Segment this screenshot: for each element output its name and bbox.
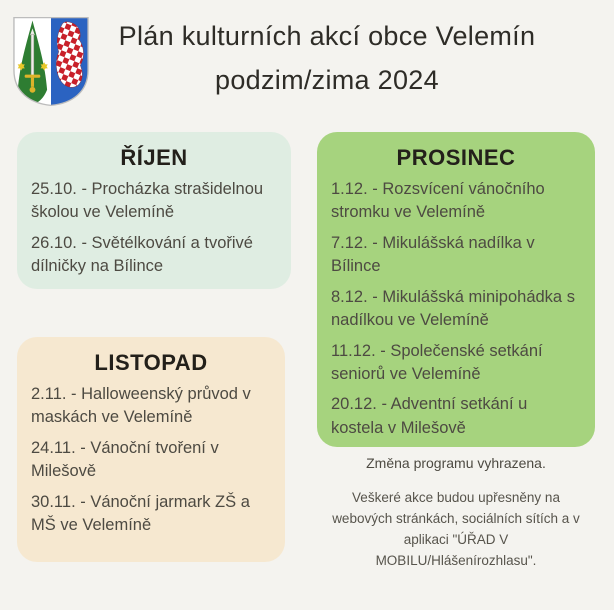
velemin-coat-of-arms-icon xyxy=(12,15,90,108)
section-title-december: PROSINEC xyxy=(396,145,516,170)
event-item: 1.12. - Rozsvícení vánočního stromku ve Velemíně xyxy=(331,180,545,222)
title-line-2: podzim/zima 2024 xyxy=(215,65,439,95)
section-title-october: ŘÍJEN xyxy=(120,145,188,170)
title-line-1: Plán kulturních akcí obce Velemín xyxy=(118,21,536,51)
event-item: 24.11. - Vánoční tvoření v Milešově xyxy=(31,438,219,481)
event-item: 8.12. - Mikulášská minipohádka s nadílkou ve Velemíně xyxy=(331,287,575,330)
section-title-november: LISTOPAD xyxy=(94,350,208,375)
event-item: 2.11. - Halloweenský průvod v maskách ve Velemíně xyxy=(31,385,251,427)
event-item: 7.12. - Mikulášská nadílka v Bílince xyxy=(331,233,535,276)
event-item: 26.10. - Světélkování a tvořivé dílničky na Bílince xyxy=(31,233,253,276)
event-item: 11.12. - Společenské setkání seniorů ve Velemíně xyxy=(331,341,543,383)
section-november xyxy=(17,337,285,562)
event-item: 25.10. - Procházka strašidelnou školou ve Velemíně xyxy=(31,180,264,222)
section-december xyxy=(317,132,595,447)
footer-info: Veškeré akce budou upřesněny na webových stránkách, sociálních sítích a v aplikaci "ÚŘAD V MOBILU/Hlášenírozhlasu". xyxy=(332,490,580,568)
page-title xyxy=(88,14,566,102)
event-item: 20.12. - Adventní setkání u kostela v Milešově xyxy=(331,395,528,437)
event-item: 30.11. - Vánoční jarmark ZŠ a MŠ ve Velemíně xyxy=(31,492,250,535)
section-october xyxy=(17,132,291,289)
footer-disclaimer: Změna programu vyhrazena. xyxy=(366,455,546,471)
